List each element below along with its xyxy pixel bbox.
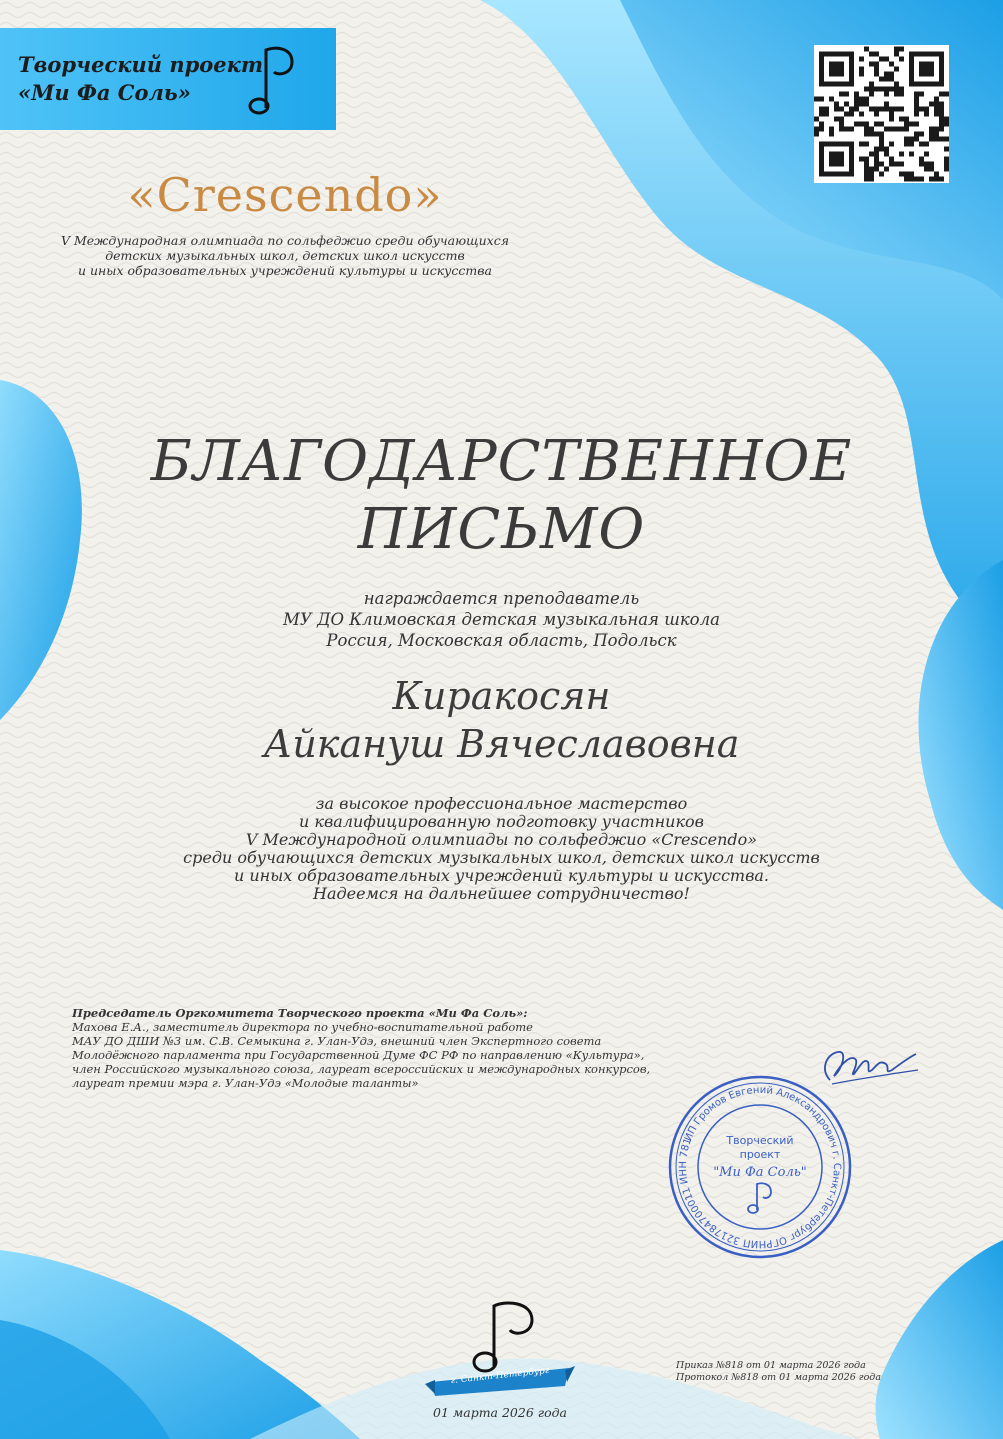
event-title: «Crescendo»	[127, 168, 443, 222]
awarded-line: МУ ДО Климовская детская музыкальная школа	[283, 610, 720, 629]
chairman-line: Молодёжного парламента при Государственной Думе ФС РФ по направлению «Культура»,	[72, 1048, 645, 1062]
awarded-line: Россия, Московская область, Подольск	[326, 631, 677, 650]
chairman-line: Махова Е.А., заместитель директора по учебно-воспитательной работе	[72, 1020, 533, 1034]
stamp-note-icon	[748, 1183, 771, 1213]
chairman-line: лауреат премии мэра г. Улан-Удэ «Молодые таланты»	[72, 1076, 419, 1090]
reason-line: и квалифицированную подготовку участников	[299, 812, 704, 831]
reason-line: среди обучающихся детских музыкальных школ, детских школ искусств	[183, 848, 820, 867]
issue-date: 01 марта 2026 года	[433, 1405, 567, 1420]
awarded-line: награждается преподаватель	[363, 589, 640, 608]
order-line: Приказ №818 от 01 марта 2026 года	[676, 1360, 866, 1371]
chairman-heading: Председатель Оргкомитета Творческого проекта «Ми Фа Соль»:	[72, 1006, 528, 1020]
document-title-line: БЛАГОДАРСТВЕННОЕ	[150, 429, 853, 494]
city-ribbon-text: г. Санкт-Петербург	[450, 1365, 550, 1387]
logo-line-2: «Ми Фа Соль»	[18, 80, 191, 105]
organization-stamp	[665, 1072, 855, 1262]
event-description-line: и иных образовательных учреждений культуры и искусства	[77, 263, 493, 278]
stamp-center-line: "Ми Фа Соль"	[713, 1165, 807, 1180]
stamp-center-line: Творческий	[726, 1134, 794, 1147]
project-logo	[0, 28, 336, 130]
reason-line: Надеемся на дальнейшее сотрудничество!	[313, 884, 690, 903]
event-description-line: V Международная олимпиада по сольфеджио среди обучающихся	[60, 233, 510, 248]
reason-line: и иных образовательных учреждений культуры и искусства.	[233, 866, 770, 885]
stamp-ring-text: ИП Громов Евгений Александрович г. Санкт-Петербург ОГРНИП 321784700011 ИНН 781296697196	[677, 1084, 843, 1250]
stamp-center-line: проект	[739, 1148, 781, 1161]
document-title-line: ПИСЬМО	[357, 497, 646, 562]
music-note-icon	[248, 42, 298, 118]
reason-line: V Международной олимпиады по сольфеджио «Crescendo»	[245, 830, 758, 849]
document-title	[0, 428, 1003, 564]
award-reason	[0, 795, 1003, 903]
recipient-name	[0, 672, 1003, 768]
qr-code[interactable]	[814, 45, 949, 183]
reason-line: за высокое профессиональное мастерство	[315, 794, 688, 813]
recipient-surname: Киракосян	[392, 674, 611, 718]
awarded-to	[0, 588, 1003, 651]
protocol-line: Протокол №818 от 01 марта 2026 года	[676, 1372, 881, 1383]
logo-line-1: Творческий проект	[18, 52, 264, 77]
event-description	[40, 233, 530, 278]
chairman-line: МАУ ДО ДШИ №3 им. С.В. Семыкина г. Улан-Удэ, внешний член Экспертного совета	[72, 1034, 602, 1048]
order-info	[676, 1360, 936, 1384]
chairman-line: член Российского музыкального союза, лауреат всероссийских и международных конкурсов,	[72, 1062, 651, 1076]
recipient-given-name: Айкануш Вячеславовна	[263, 722, 740, 766]
event-description-line: детских музыкальных школ, детских школ искусств	[105, 248, 465, 263]
